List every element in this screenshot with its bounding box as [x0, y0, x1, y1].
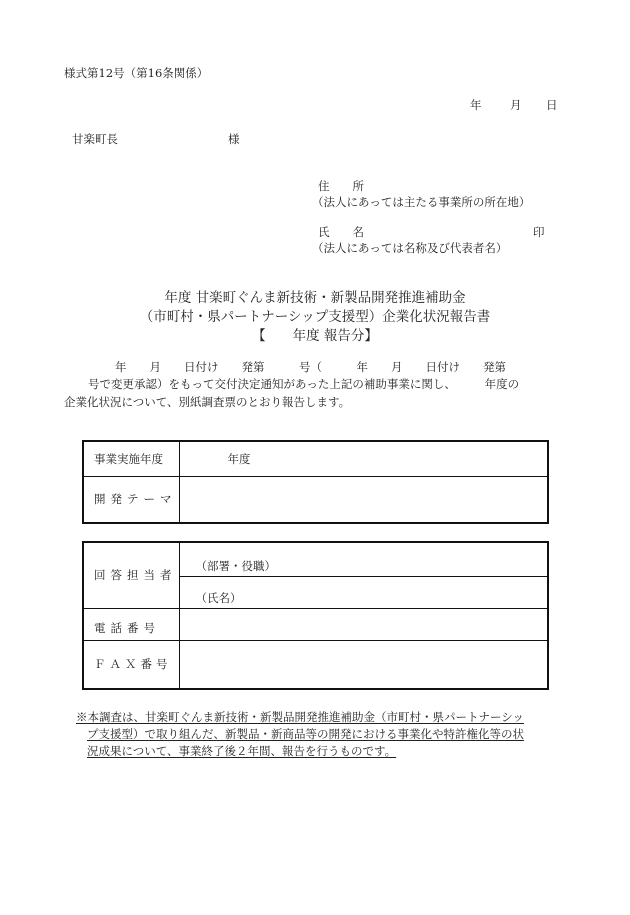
dept-field[interactable]: [179, 542, 548, 576]
dept-label: （部署・役職）: [195, 559, 276, 574]
report-title-line1: 年度 甘楽町ぐんま新技術・新製品開発推進補助金: [164, 290, 466, 306]
addressee-honorific: 様: [228, 132, 240, 146]
date-year: 年: [470, 98, 482, 112]
date-month: 月: [510, 98, 522, 112]
theme-label: 開発テーマ: [83, 476, 179, 523]
body-line2: 号で変更承認）をもって交付決定通知があった上記の補助事業に関し、 年度の: [88, 377, 520, 391]
name-note: （法人にあっては名称及び代表者名）: [312, 241, 508, 255]
address-label: 住 所: [318, 179, 364, 193]
note-line1: ※本調査は、甘楽町ぐんま新技術・新製品開発推進補助金（市町村・県パートナーシッ: [76, 710, 525, 724]
addressee-name: 甘楽町長: [72, 132, 118, 146]
project-info-table: [82, 440, 549, 524]
table-row: [83, 476, 548, 523]
fiscal-year-label: 事業実施年度: [83, 441, 179, 476]
table-row: [83, 542, 548, 576]
name-label: 氏 名: [318, 225, 364, 239]
note-line2: プ支援型）で取り組んだ、新製品・新商品等の開発における事業化や特許権化等の状: [87, 727, 524, 741]
note-line3: 況成果について、事業終了後２年間、報告を行うものです。: [87, 744, 397, 758]
fax-label: ＦＡＸ番号: [83, 640, 179, 689]
seal-mark: 印: [533, 225, 545, 239]
phone-field[interactable]: [179, 608, 548, 640]
table-row: [83, 441, 548, 476]
contact-table: [82, 541, 549, 690]
report-title-line2: （市町村・県パートナーシップ支援型）企業化状況報告書: [139, 309, 491, 325]
address-note: （法人にあっては主たる事業所の所在地）: [312, 195, 531, 209]
phone-label: 電話番号: [83, 608, 179, 640]
fiscal-year-field[interactable]: 年度: [179, 441, 548, 476]
form-number: 様式第12号（第16条関係）: [64, 66, 209, 80]
table-row: [83, 640, 548, 689]
table-row: [83, 608, 548, 640]
respondent-name-label: （氏名）: [195, 591, 242, 605]
theme-field[interactable]: [179, 476, 548, 523]
fax-field[interactable]: [179, 640, 548, 689]
respondent-name-field[interactable]: [179, 576, 548, 608]
report-title-line3: 【 年度 報告分】: [252, 328, 378, 344]
respondent-label: 回答担当者: [83, 542, 179, 608]
body-line3: 企業化状況について、別紙調査票のとおり報告します。: [64, 395, 351, 409]
date-day: 日: [546, 98, 558, 112]
body-line1: 年 月 日付け 発第 号（ 年 月 日付け 発第: [115, 360, 506, 374]
